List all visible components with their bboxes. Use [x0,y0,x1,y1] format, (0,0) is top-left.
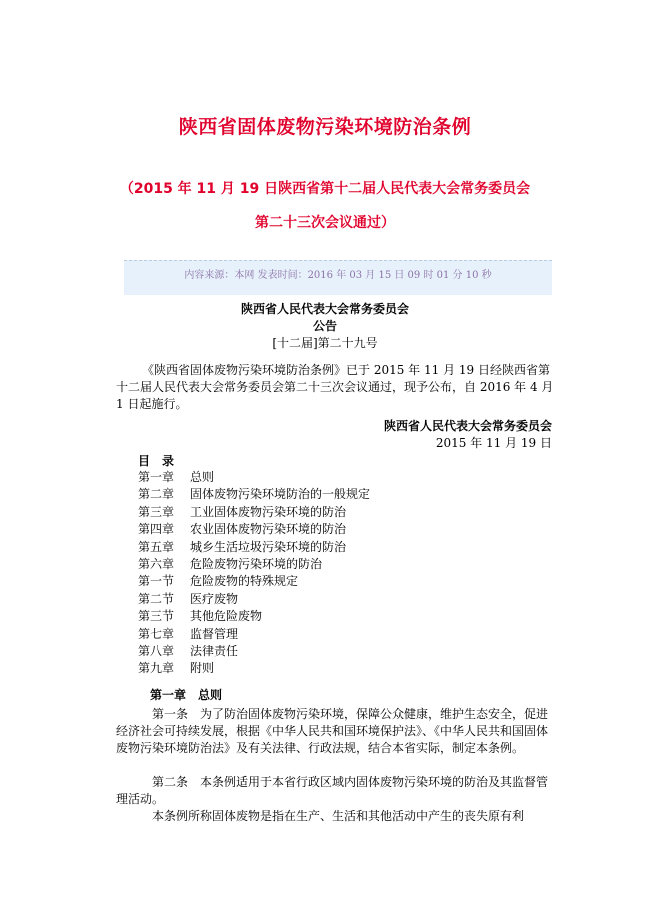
toc-item-number: 第四章 [138,522,175,537]
subtitle-line-2: 第二十三次会议通过） [255,215,395,231]
announcement-number: [十二届]第二十九号 [272,336,378,350]
toc-item-title: 危险废物污染环境的防治 [190,556,323,571]
toc-item-number: 第八章 [138,643,175,658]
toc-item[interactable] [138,643,370,660]
toc-item[interactable] [138,486,370,503]
article-1: 第一条 为了防治固体废物污染环境，保障公众健康，维护生态安全，促进经济社会可持续发展，根据《中华人民共和国环境保护法》、《中华人民共和国固体废物污染环境防治法》及有关法律、行政法规，结合本省实际，制定本条例。 [116,707,549,755]
toc-item-title: 医疗废物 [190,591,239,606]
announcement-date: 2015 年 11 月 19 日 [435,436,552,450]
subtitle-line-1: （2015 年 11 月 19 日陕西省第十二届人民代表大会常务委员会 [119,181,531,197]
toc-item[interactable] [138,504,370,521]
toc-item-number: 第三章 [138,504,175,519]
toc-item-title: 城乡生活垃圾污染环境的防治 [190,539,347,554]
toc-item[interactable] [138,521,370,538]
chapter-1-heading: 第一章 总则 [150,688,223,702]
toc-item-number: 第九章 [138,661,175,676]
source-info-bar [124,260,552,295]
announcement-signature: 陕西省人民代表大会常务委员会 [383,419,552,433]
table-of-contents [138,469,370,678]
toc-item-number: 第三节 [138,609,175,624]
toc-item-number: 第一节 [138,574,175,589]
toc-item-number: 第一章 [138,470,175,484]
toc-item-number: 第六章 [138,556,175,571]
toc-item-title: 其他危险废物 [190,609,263,624]
article-2-continued: 本条例所称固体废物是指在生产、生活和其他活动中产生的丧失原有利 [152,809,525,823]
toc-item-title: 固体废物污染环境防治的一般规定 [190,487,371,502]
toc-item-title: 法律责任 [190,643,239,658]
toc-item[interactable] [138,539,370,556]
document-title: 陕西省固体废物污染环境防治条例 [178,116,472,138]
toc-item[interactable] [138,660,370,677]
toc-heading: 目 录 [138,454,175,468]
toc-item[interactable] [138,608,370,625]
source-info-text: 内容来源：本网 发表时间：2016 年 03 月 15 日 09 时 01 分 10 秒 [184,270,492,281]
toc-item-number: 第五章 [138,539,175,554]
toc-item-title: 附则 [190,661,215,676]
toc-item-title: 总则 [190,470,215,484]
toc-item-title: 监督管理 [190,626,239,641]
toc-item[interactable] [138,556,370,573]
toc-item-title: 农业固体废物污染环境的防治 [190,522,347,537]
toc-item[interactable] [138,469,370,486]
announcement-issuer: 陕西省人民代表大会常务委员会 [240,302,409,316]
toc-item-number: 第七章 [138,626,175,641]
toc-item-title: 工业固体废物污染环境的防治 [190,504,347,519]
toc-item[interactable] [138,573,370,590]
announcement-label: 公告 [312,319,337,333]
toc-item[interactable] [138,626,370,643]
toc-item-title: 危险废物的特殊规定 [190,574,299,589]
toc-item[interactable] [138,591,370,608]
article-2: 第二条 本条例适用于本省行政区域内固体废物污染环境的防治及其监督管理活动。 [116,775,549,806]
announcement-body: 《陕西省固体废物污染环境防治条例》已于 2015 年 11 月 19 日经陕西省第十二届人民代表大会常务委员会第二十三次会议通过，现予公布，自 2016 年 4 月 1 日起施行。 [116,363,554,411]
toc-item-number: 第二章 [138,487,175,502]
toc-item-number: 第二节 [138,591,175,606]
